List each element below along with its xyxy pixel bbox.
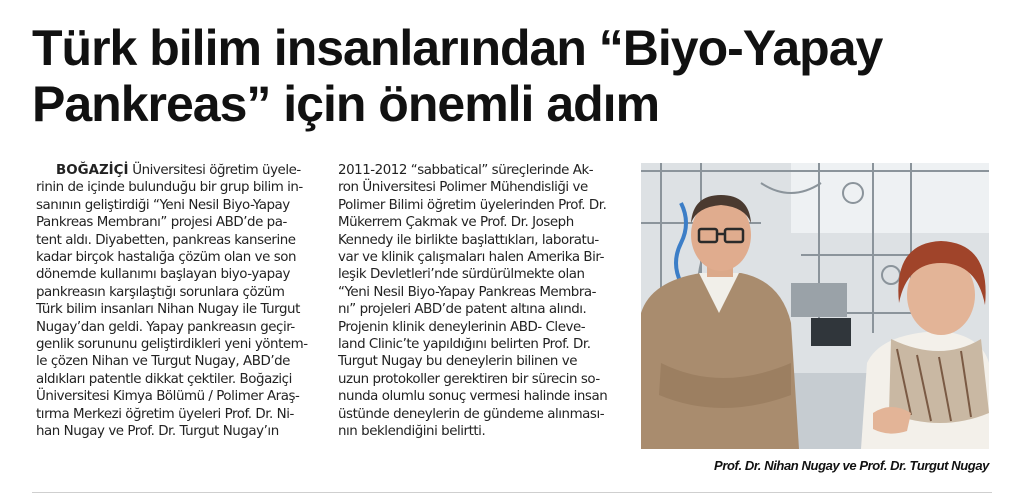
column2-line: 2011-2012 “sabbatical” süreçlerinde Ak- (338, 163, 594, 178)
column2-line: “Yeni Nesil Biyo-Yapay Pankreas Membra- (338, 284, 597, 300)
lab-photo-illustration (641, 163, 989, 449)
column1-line: han Nugay ve Prof. Dr. Turgut Nugay’ın (36, 424, 279, 440)
column1-line: Üniversitesi Kimya Bölümü / Polimer Araş- (36, 389, 300, 405)
column1-line: aldıkları patentle dikkat çektiler. Boğaziçi (36, 371, 292, 387)
woman-hand (873, 407, 911, 434)
lab-monitor (811, 318, 851, 346)
column2-line: nunda olumlu sonuç vermesi halinde insan (338, 389, 608, 405)
column1-line: Nugay’dan geldi. Yapay pankreasın geçir- (36, 319, 295, 335)
column2-line: Kennedy ile birlikte başlattıkları, laboratu- (338, 232, 599, 248)
article-column-1 (36, 162, 328, 441)
column1-line: rinin de içinde bulunduğu bir grup bilim in- (36, 180, 303, 196)
column1-line: tent aldı. Diyabetten, pankreas kanserine (36, 232, 296, 248)
column1-line: kadar birçok hastalığa çözüm olan ve son (36, 250, 297, 266)
column2-line: nın beklendiğini belirtti. (338, 424, 486, 440)
column2-line: uzun protokoller gerektiren bir sürecin so- (338, 371, 600, 387)
column2-line: leşik Devletleri’nde sürdürülmekte olan (338, 267, 585, 283)
column1-line: genlik sorununu geliştirdikleri yeni yöntem- (36, 337, 308, 353)
column2-line: Mükerrem Çakmak ve Prof. Dr. Joseph (338, 215, 574, 231)
headline-line-2: Pankreas” için önemli adım (32, 76, 660, 132)
headline-line-1: Türk bilim insanlarından “Biyo-Yapay (32, 20, 883, 76)
lead-word: BOĞAZİÇİ (56, 163, 129, 178)
bottom-divider (32, 492, 992, 493)
column2-line: Polimer Bilimi öğretim üyelerinden Prof. Dr. (338, 197, 607, 213)
column1-line: Türk bilim insanları Nihan Nugay ile Turgut (36, 302, 300, 318)
photo-caption: Prof. Dr. Nihan Nugay ve Prof. Dr. Turgut Nugay (714, 458, 989, 473)
column1-line: sanının geliştirdiği “Yeni Nesil Biyo-Yapay (36, 197, 290, 213)
column2-line: Projenin klinik deneylerinin ABD- Cleve- (338, 319, 586, 335)
lab-equipment (791, 283, 847, 317)
column1-line: Pankreas Membranı” projesi ABD’de pa- (36, 215, 287, 231)
column2-line: üstünde deneylerin de gündeme alınması- (338, 406, 605, 422)
column2-line: Turgut Nugay bu deneylerin bilinen ve (338, 354, 577, 370)
column2-line: land Clinic’te yapıldığını belirten Prof. Dr. (338, 337, 591, 353)
column1-line: tırma Merkezi öğretim üyeleri Prof. Dr. Ni- (36, 406, 294, 422)
column2-line: ron Üniversitesi Polimer Mühendisliği ve (338, 180, 588, 196)
column1-line (36, 162, 328, 179)
lab-window (791, 163, 989, 233)
column1-line: le çözen Nihan ve Turgut Nugay, ABD’de (36, 354, 290, 370)
column1-line: dönemde kullanımı başlayan biyo-yapay (36, 267, 290, 283)
headline (32, 20, 1002, 132)
article-column-2 (338, 162, 628, 441)
column1-line: pankreasın karşılaştığı sorunlara çözüm (36, 284, 285, 300)
column1-line-text: Üniversitesi öğretim üyele- (128, 163, 301, 178)
column2-line: var ve klinik çalışmaları halen Amerika Bir- (338, 250, 604, 266)
column2-line: nı” projeleri ABD’de patent altına alındı. (338, 302, 587, 318)
article-photo (641, 163, 989, 449)
